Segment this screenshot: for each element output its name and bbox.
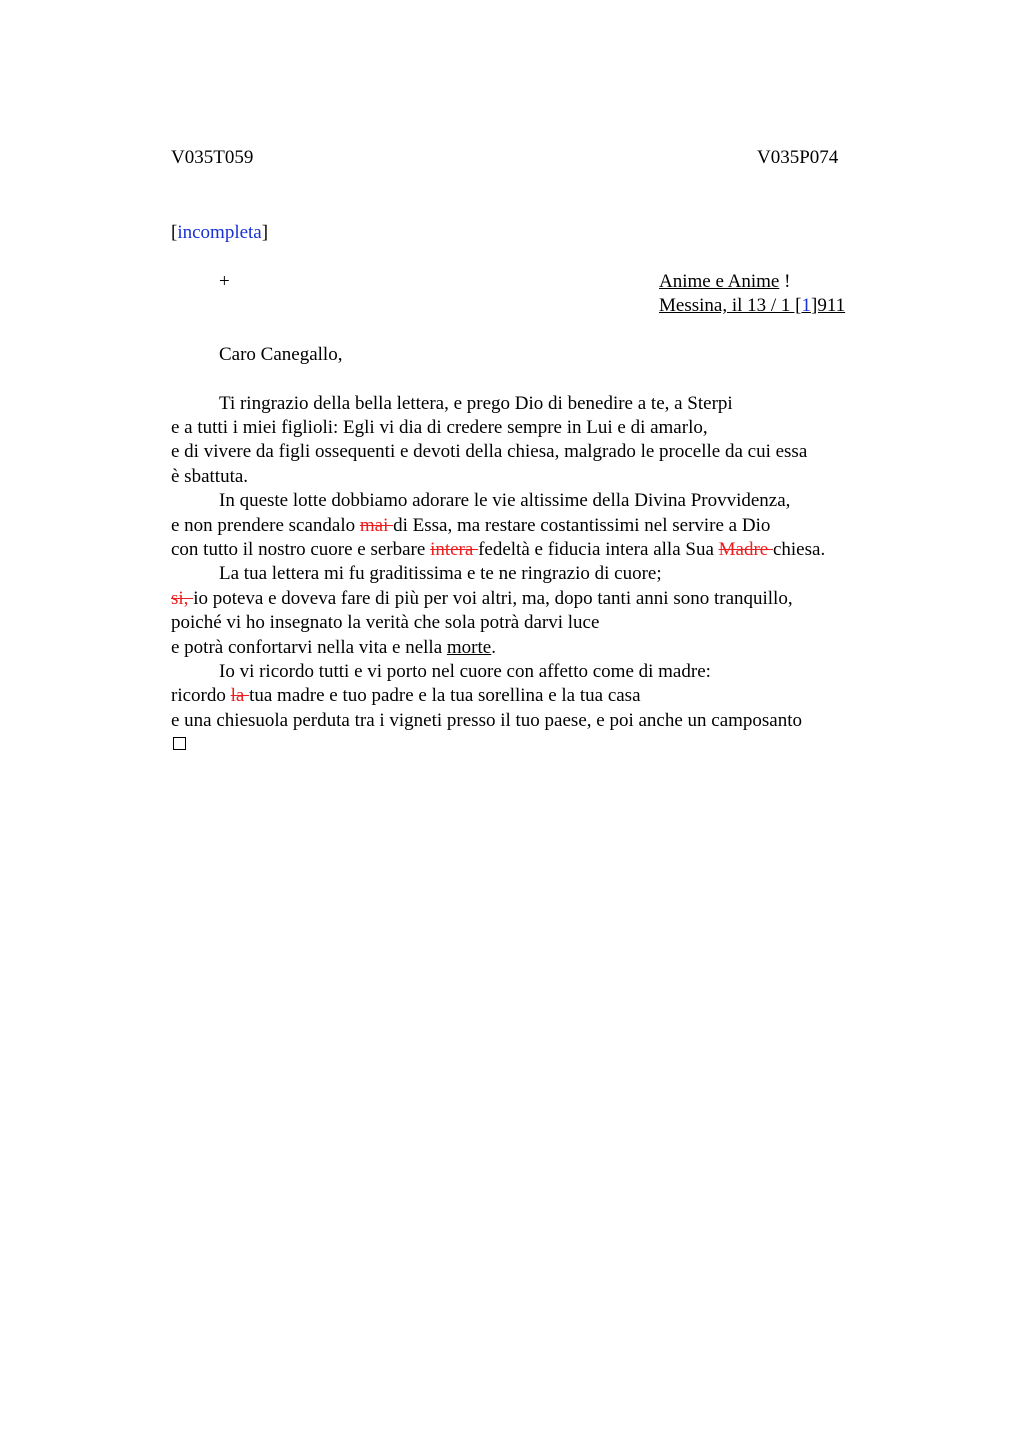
- salutation: Caro Canegallo,: [219, 344, 343, 365]
- body-line: [171, 587, 793, 611]
- body-line: [171, 636, 496, 660]
- body-line: è sbattuta.: [171, 466, 249, 487]
- editorial-status: [171, 221, 268, 245]
- checkbox-empty-icon: [173, 737, 186, 750]
- dateline-suffix: ]911: [811, 295, 846, 316]
- deleted-text: mai: [359, 515, 394, 536]
- volume-code-right: V035P074: [757, 147, 839, 168]
- underlined-word: morte: [446, 637, 492, 658]
- body-line: La tua lettera mi fu graditissima e te ne ringrazio di cuore;: [219, 563, 662, 584]
- body-line: [171, 684, 641, 708]
- body-line: e di vivere da figli ossequenti e devoti della chiesa, malgrado le procelle da cui essa: [171, 441, 808, 462]
- text-span: ricordo: [171, 685, 231, 706]
- text-span: tua madre e tuo padre e la tua sorellina e la tua casa: [249, 685, 641, 706]
- text-span: e potrà confortarvi nella vita e nella: [171, 637, 447, 658]
- motto: [659, 270, 790, 294]
- body-line: Ti ringrazio della bella lettera, e prego Dio di benedire a te, a Sterpi: [219, 393, 733, 414]
- dateline: [659, 294, 845, 318]
- body-line: [171, 514, 770, 538]
- text-span: fedeltà e fiducia intera alla Sua: [478, 539, 719, 560]
- body-line: e a tutti i miei figlioli: Egli vi dia di credere sempre in Lui e di amarlo,: [171, 417, 708, 438]
- deleted-text: intera: [430, 539, 479, 560]
- body-line: e una chiesuola perduta tra i vigneti presso il tuo paese, e poi anche un camposanto: [171, 710, 803, 731]
- dateline-prefix: Messina, il 13 / 1 [: [659, 295, 802, 316]
- text-span: e non prendere scandalo: [171, 515, 360, 536]
- motto-suffix: !: [779, 271, 791, 292]
- body-line: Io vi ricordo tutti e vi porto nel cuore con affetto come di madre:: [219, 661, 711, 682]
- text-span: di Essa, ma restare costantissimi nel servire a Dio: [393, 515, 771, 536]
- body-line: poiché vi ho insegnato la verità che sola potrà darvi luce: [171, 612, 600, 633]
- text-span: chiesa.: [772, 539, 826, 560]
- body-line: [171, 538, 825, 562]
- volume-code-left: V035T059: [171, 147, 254, 168]
- body-line: In queste lotte dobbiamo adorare le vie altissime della Divina Provvidenza,: [219, 490, 791, 511]
- text-span: .: [491, 637, 496, 658]
- bracket-close: ]: [261, 222, 269, 243]
- status-label: incompleta: [177, 222, 262, 243]
- deleted-text: Madre: [718, 539, 773, 560]
- bracket-open: [: [171, 222, 178, 243]
- dateline-insert: 1: [801, 295, 811, 316]
- text-span: io poteva e doveva fare di più per voi altri, ma, dopo tanti anni sono tranquillo,: [193, 588, 793, 609]
- deleted-text: si,: [171, 588, 194, 609]
- motto-text: Anime e Anime: [659, 271, 780, 292]
- deleted-text: la: [230, 685, 250, 706]
- text-span: con tutto il nostro cuore e serbare: [171, 539, 431, 560]
- cross-mark: +: [219, 271, 230, 292]
